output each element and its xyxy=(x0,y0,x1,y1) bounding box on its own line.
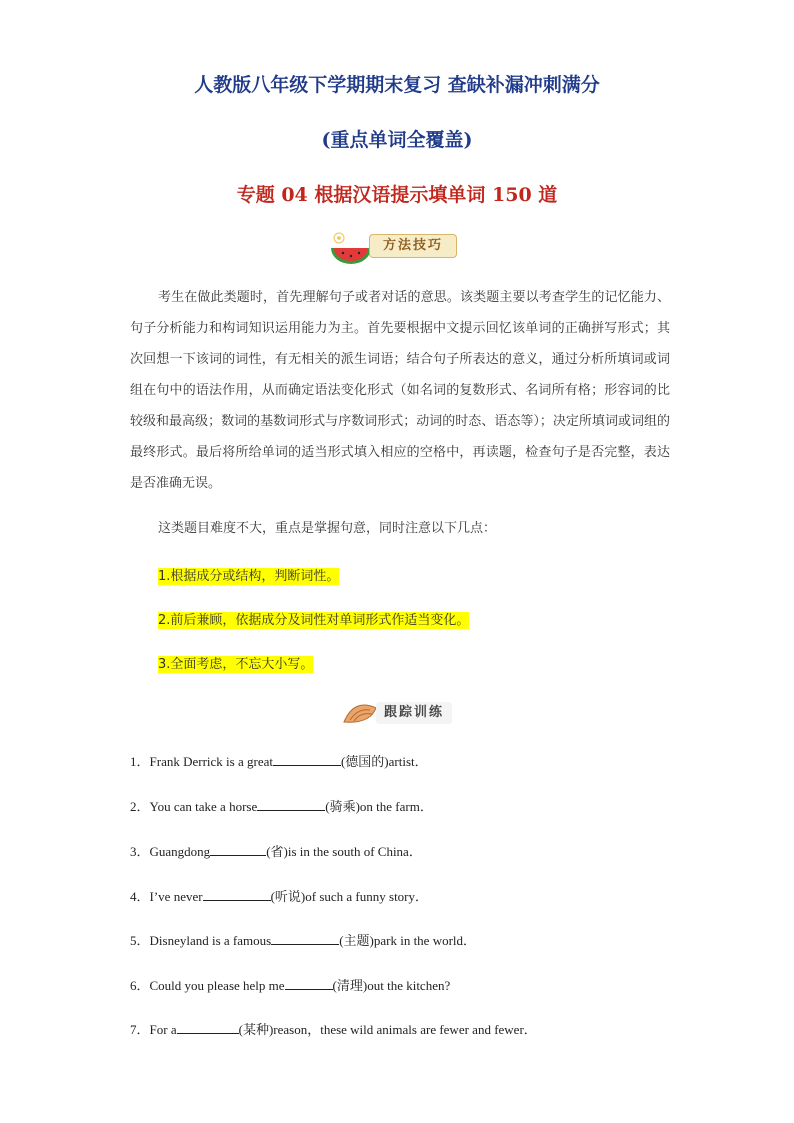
method-badge-label: 方法技巧 xyxy=(369,234,457,258)
key-point-2: 2.前后兼顾，依据成分及词性对单词形式作适当变化。 xyxy=(158,613,470,628)
answer-blank[interactable] xyxy=(273,753,341,766)
intro-note: 这类题目难度不大，重点是掌握句意，同时注意以下几点： xyxy=(158,521,497,536)
question-item: 3．Guangdong (省)is in the south of China． xyxy=(130,844,422,859)
practice-badge xyxy=(340,694,460,730)
document-title: 人教版八年级下学期期末复习 查缺补漏冲刺满分 xyxy=(194,74,600,96)
answer-blank[interactable] xyxy=(257,798,325,811)
method-badge xyxy=(327,226,467,266)
key-point-1: 1.根据成分或结构，判断词性。 xyxy=(158,569,340,584)
key-point-3: 3.全面考虑，不忘大小写。 xyxy=(158,657,314,672)
answer-blank[interactable] xyxy=(210,843,266,856)
answer-blank[interactable] xyxy=(271,932,339,945)
question-item: 5．Disneyland is a famous (主题)park in the world． xyxy=(130,933,477,948)
answer-blank[interactable] xyxy=(285,977,333,990)
answer-blank[interactable] xyxy=(177,1021,239,1034)
question-item: 7．For a (某种)reason，these wild animals are fewer and fewer． xyxy=(130,1022,537,1037)
question-item: 2．You can take a horse (骑乘)on the farm． xyxy=(130,799,433,814)
question-item: 6．Could you please help me (清理)out the kitchen? xyxy=(130,978,451,993)
question-item: 4．I’ve never (听说)of such a funny story． xyxy=(130,889,429,904)
document-subtitle: (重点单词全覆盖) xyxy=(321,129,473,151)
topic-title: 专题 04 根据汉语提示填单词 150 道 xyxy=(236,184,558,206)
practice-badge-label: 跟踪训练 xyxy=(376,702,452,724)
answer-blank[interactable] xyxy=(203,888,271,901)
shell-icon xyxy=(340,694,380,730)
question-item: 1．Frank Derrick is a great (德国的)artist． xyxy=(130,754,428,769)
intro-paragraph: 考生在做此类题时，首先理解句子或者对话的意思。该类题主要以考查学生的记忆能力、句子分析能力和构词知识运用能力为主。首先要根据中文提示回忆该单词的正确拼写形式；其次回想一下该词的词性，有无相关的派生词语；结合句子所表达的意义，通过分析所填词或词组在句中的语法作用，从而确定语法变化形式（如名词的复数形式、名词所有格；形容词的比较级和最高级；数词的基数词形式与序数词形式；动词的时态、语态等）；决定所填词或词组的最终形式。最后将所给单词的适当形式填入相应的空格中，再读题，检查句子是否完整，表达是否准确无误。 xyxy=(130,290,670,491)
